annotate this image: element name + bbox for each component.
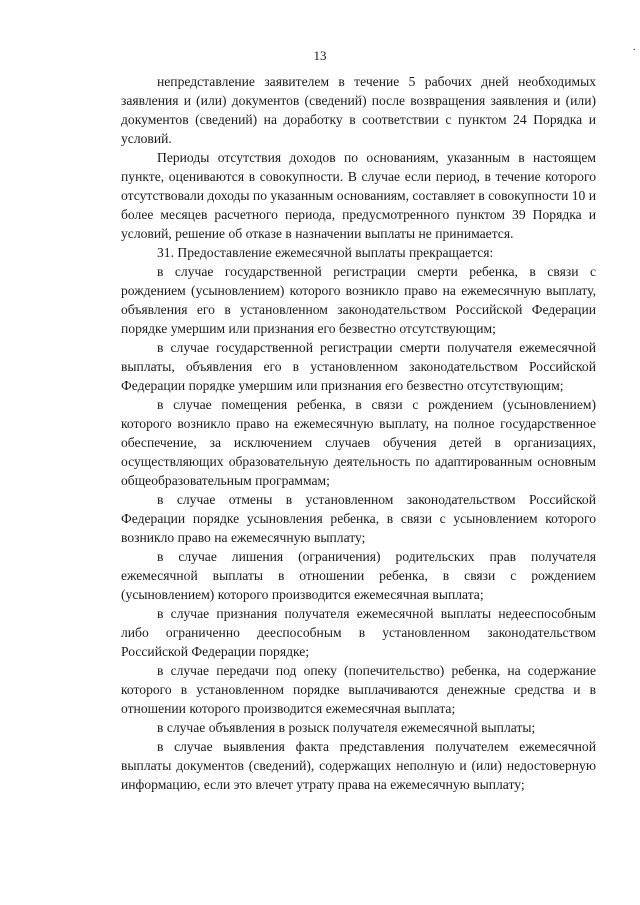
paragraph-adoption-cancel: в случае отмены в установленном законодательством Российской Федерации порядке усыновления ребенка, в связи с усыновлением которого возникло право на ежемесячную выплату;	[121, 492, 596, 545]
paragraph-child-death: в случае государственной регистрации смерти ребенка, в связи с рождением (усыновлением) которого возникло право на ежемесячную выплату, объявления его в установленном законодательством Российской Федерации порядке умершим или признания его безвестно отсутствующим;	[121, 264, 596, 336]
paragraph-recipient-death: в случае государственной регистрации смерти получателя ежемесячной выплаты, объявления его в установленном законодательством Российской Федерации порядке умершим или признания его безвестно отсутствующим;	[121, 340, 596, 393]
paragraph-state-support: в случае помещения ребенка, в связи с рождением (усыновлением) которого возникло право на ежемесячную выплату, на полное государственное обеспечение, за исключением случаев обучения детей в организациях, осуществляющих образовательную деятельность по адаптированным основным общеобразовательным программам;	[121, 397, 596, 488]
paragraph-income-periods: Периоды отсутствия доходов по основаниям, указанным в настоящем пункте, оцениваются в совокупности. В случае если период, в течение которого отсутствовали доходы по указанным основаниям, составляет в совокупности 10 и более месяцев расчетного периода, предусмотренного пунктом 39 Порядка и условий, решение об отказе в назначении выплаты не принимается.	[121, 150, 597, 241]
paragraph-incapacity: в случае признания получателя ежемесячной выплаты недееспособным либо ограниченно дееспособным в установленном законодательством Российской Федерации порядке;	[121, 606, 596, 659]
paragraph-continuation: непредставление заявителем в течение 5 рабочих дней необходимых заявления и (или) документов (сведений) после возвращения заявления и (или) документов (сведений) на доработку в соответствии с пунктом 24 Порядка и условий.	[121, 74, 596, 146]
page-number: 13	[313, 48, 327, 63]
paragraph-guardianship: в случае передачи под опеку (попечительство) ребенка, на содержание которого в установленном порядке выплачиваются денежные средства и в отношении которого производится ежемесячная выплата;	[121, 663, 596, 716]
paragraph-section-31-heading: 31. Предоставление ежемесячной выплаты прекращается:	[157, 245, 494, 260]
corner-mark: ·	[632, 44, 636, 56]
paragraph-wanted: в случае объявления в розыск получателя ежемесячной выплаты;	[157, 720, 536, 735]
paragraph-false-info: в случае выявления факта представления получателем ежемесячной выплаты документов (сведений), содержащих неполную и (или) недостоверную информацию, если это влечет утрату права на ежемесячную выплату;	[121, 739, 596, 792]
paragraph-parental-rights: в случае лишения (ограничения) родительских прав получателя ежемесячной выплаты в отношении ребенка, в связи с рождением (усыновлением) которого производится ежемесячная выплата;	[121, 549, 596, 602]
document-body	[121, 72, 596, 794]
